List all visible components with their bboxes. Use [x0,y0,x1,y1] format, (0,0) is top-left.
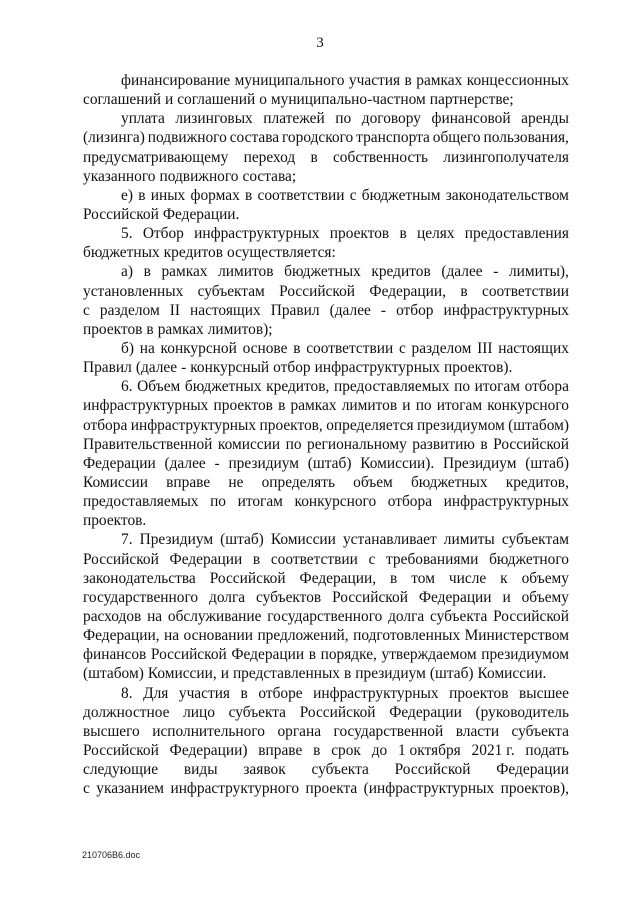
word: в [146,320,154,338]
word: заявок [243,761,286,779]
word: иных [150,186,186,204]
word: инфраструктурных [443,493,569,511]
footer-file-code: 210706B6.doc [82,850,141,860]
word: с [349,186,357,204]
word: 1 октября [398,741,461,759]
word: Для [143,684,169,702]
text-line [83,511,569,530]
word: - [380,301,387,319]
word: Федерации [496,761,569,779]
word: Российской [332,588,408,606]
word: Российской [394,761,471,779]
word: платежей [263,110,325,128]
word: Федерации. [162,205,240,223]
word: Президиум [139,531,214,549]
word: государственного [267,607,383,625]
word: комиссии [217,435,281,453]
word: Министерством [464,627,569,645]
word: объему [521,588,569,606]
word: Правительственной [83,435,213,453]
word: - [214,454,220,472]
word: настоящих [190,301,261,319]
word: субъектам [501,531,569,549]
word: переход [243,148,296,166]
text-line [83,301,569,320]
word: городского [282,129,354,147]
word: в [390,569,398,587]
word: в [344,665,352,683]
text-line [83,224,569,243]
word: отбора [524,378,569,396]
word: субъектов [256,588,322,606]
word: долга [388,607,425,625]
word: и [220,665,229,683]
word: е) [121,186,133,204]
word: инфраструктурных [83,397,209,415]
word: конкурсного [294,493,377,511]
word: собственность [332,148,429,166]
word: Федерации) [169,741,248,759]
word: устанавливает [342,531,437,549]
word: отборе [258,684,303,702]
word: числе [448,569,487,587]
word: кредитов, [505,473,569,491]
word: указанием [96,780,165,798]
word: отбор [396,301,434,319]
text-line [83,569,569,588]
word: проектов), [500,780,569,798]
word: (штабом) [508,416,569,434]
word: муниципального [234,72,345,89]
word: по [210,493,226,511]
word: 6. [121,378,133,396]
word: подвижного [159,167,239,185]
word: в [460,282,468,300]
text-line [83,109,569,128]
word: определяется [326,416,414,434]
word: государственной [333,722,444,740]
word: конкурсного [487,397,569,415]
text-line [83,722,569,741]
word: требованиями [386,550,479,568]
word: инфраструктурных [443,301,569,319]
word: итогам [237,493,283,511]
word: высшего [83,722,140,740]
word: основании [183,627,253,645]
word: инфраструктурных [130,416,257,434]
text-line [83,530,569,549]
word: в [245,186,253,204]
word: б) [121,339,134,357]
word: финансирование [121,72,231,89]
word: (далее [329,301,371,319]
word: с [398,339,406,357]
text-line [83,243,569,262]
word: Президиум [443,454,517,472]
word: с [368,550,376,568]
word: органа [277,722,322,740]
word: президиум [228,454,300,472]
text-line [83,128,569,147]
word: утверждаемом [381,646,477,664]
text-line [83,760,569,779]
word: соответствии [270,550,358,568]
word: Комиссии). [360,454,435,472]
word: 8. [121,684,133,702]
word: президиумом [481,646,569,664]
text-line [83,492,569,511]
word: финансовой [431,110,511,128]
document-body [83,71,569,798]
word: состава; [242,167,297,185]
word: Российской [279,282,356,300]
word: разделом [411,339,472,357]
word: Федерации, [369,282,446,300]
word: (далее [164,454,206,472]
word: состава [229,129,280,147]
word: субъекта [311,761,369,779]
word: развитию [412,435,475,453]
word: (штаб) [220,531,264,549]
word: в [138,186,146,204]
word: представленных [232,665,340,683]
word: Правил [270,301,320,319]
word: в [399,225,407,243]
word: бюджетных [284,263,361,281]
word: формах [190,186,240,204]
word: проекта [305,780,358,798]
word: бюджетных [184,378,262,396]
word: 7. [121,531,133,549]
word: рамках [416,72,463,89]
word: лимиты [443,531,495,549]
word: проектов). [443,359,513,377]
word: - [181,359,187,377]
word: III [477,339,493,357]
word: итогам [474,378,520,396]
word: указанного [83,167,156,185]
word: и [164,91,174,109]
word: не [228,473,244,491]
word: на [147,607,163,625]
word: осуществляется: [227,244,336,262]
word: отбора [83,416,128,434]
word: конкурсной [160,339,237,357]
word: концессионных [466,72,569,89]
word: настоящих [498,339,569,357]
text-line [83,167,569,186]
text-line [83,741,569,760]
text-line [83,664,569,683]
word: определять [261,473,335,491]
word: по [454,378,471,396]
word: по [415,397,432,415]
word: муниципально-частном [270,91,426,109]
word: Комиссии [270,531,336,549]
word: Российской [83,550,159,568]
text-line [83,454,569,473]
word: в [310,148,318,166]
word: (далее [135,359,178,377]
word: с [83,301,90,319]
word: и [502,588,511,606]
word: в [480,435,488,453]
word: подготовленных [353,627,461,645]
word: Комиссии, [147,665,217,683]
text-line [83,435,569,454]
text-line [83,186,569,205]
word: в [293,339,301,357]
word: Федерации, [299,569,377,587]
word: в [308,646,316,664]
word: проектов [213,397,273,415]
word: участия [178,684,231,702]
word: бюджетным [361,186,441,204]
word: кредитов, [266,378,330,396]
text-line [83,416,569,435]
word: рамках [290,397,337,415]
word: Федерации [231,646,305,664]
text-line [83,358,569,377]
word: объем [353,473,393,491]
word: лимиты), [508,263,569,281]
word: (руководитель [475,703,569,721]
text-line [83,90,569,109]
word: финансов [83,646,147,664]
word: в [313,741,321,759]
word: (штаб) [307,454,352,472]
word: (штаб) [525,454,569,472]
word: уплата [121,110,165,128]
word: долга [208,588,246,606]
word: Объем [137,378,181,396]
word: виды [183,761,218,779]
word: до [371,741,388,759]
word: кредитов [371,263,431,281]
word: Российской [493,607,569,625]
word: (штабом) [83,665,144,683]
word: Федерации [418,588,492,606]
word: Российской [150,646,227,664]
word: следующие [83,761,159,779]
word: с [83,780,90,798]
word: соответствии [306,339,394,357]
word: предложений, [257,627,349,645]
word: проектов, [259,416,323,434]
word: отбор [273,359,311,377]
page-number: 3 [316,35,324,51]
word: соответствии [481,282,569,300]
word: (лизинга) [83,129,145,147]
word: высшее [519,684,569,702]
word: объему [521,569,569,587]
word: предоставляемых [83,493,199,511]
word: участия [348,72,401,89]
word: на [139,339,155,357]
word: лицо [183,703,215,721]
text-line [83,588,569,607]
word: Правил [83,359,132,377]
word: в [143,263,151,281]
word: в [404,72,412,89]
word: итогам [436,397,483,415]
text-line [83,645,569,664]
text-line [83,71,569,90]
text-line [83,684,569,703]
text-line [83,262,569,281]
word: пользования, [483,129,569,147]
word: инфраструктурных [194,225,320,243]
word: о [259,91,267,109]
word: лимитов [218,263,274,281]
word: президиумом [417,416,505,434]
word: (далее [441,263,483,281]
word: Федерации [83,454,156,472]
word: в [252,550,261,568]
word: Российской [83,205,159,223]
word: бюджетного [489,550,569,568]
text-line [83,626,569,645]
word: Российской [83,741,159,759]
word: предоставляемых [333,378,450,396]
word: вправе [166,473,211,491]
word: Федерации [169,550,243,568]
word: том [411,569,435,587]
word: а) [121,263,133,281]
word: региональному [307,435,407,453]
word: порядке, [320,646,377,664]
word: предусматривающему [83,148,229,166]
text-line [83,473,569,492]
word: расходов [83,607,142,625]
word: проектов [329,225,390,243]
word: соглашений [83,91,161,109]
word: вправе [258,741,303,759]
word: проектов [449,684,509,702]
text-line [83,703,569,722]
word: проектов [83,320,143,338]
word: - [493,263,499,281]
word: срок [331,741,361,759]
word: разделом [99,301,160,319]
word: по [335,110,352,128]
word: подвижного [147,129,227,147]
word: целях [417,225,455,243]
word: государственного [83,588,199,606]
word: в [278,397,286,415]
word: отбора [387,493,433,511]
word: субъекта [429,607,488,625]
word: договору [361,110,421,128]
word: лизингополучателя [443,148,569,166]
word: на [164,627,180,645]
word: бюджетных [83,244,160,262]
word: обслуживание [167,607,262,625]
word: Комиссии [83,473,149,491]
word: II [169,301,180,319]
word: 2021 г. [471,741,515,759]
word: президиум [355,665,426,683]
word: соответствии [257,186,345,204]
word: транспорта [356,129,430,147]
text-line [83,282,569,301]
text-line [83,377,569,396]
word: и [402,397,411,415]
word: к [500,569,508,587]
word: бюджетных [410,473,488,491]
word: Комиссии. [477,665,547,683]
word: инфраструктурных [314,359,440,377]
word: субъектам [197,282,265,300]
word: законодательства [83,569,196,587]
word: инфраструктурного [170,780,300,798]
word: Российской [493,435,569,453]
text-line [83,205,569,224]
word: партнерстве; [429,91,514,109]
word: кредитов [163,244,223,262]
word: лимитов); [207,320,273,338]
text-line [83,339,569,358]
word: Федерации, [83,627,160,645]
word: основе [242,339,288,357]
word: соглашений [177,91,256,109]
word: Российской [209,569,286,587]
word: в [240,684,248,702]
word: Отбор [142,225,184,243]
word: конкурсный [190,359,270,377]
word: законодательством [445,186,569,204]
word: предоставления [464,225,569,243]
text-line [83,607,569,626]
text-line [83,320,569,339]
word: должностное [83,703,170,721]
word: подать [525,741,569,759]
text-line [83,550,569,569]
word: общего [432,129,481,147]
word: проектов. [83,512,147,530]
word: лимитов [341,397,398,415]
text-line [83,779,569,798]
word: аренды [521,110,569,128]
word: по [285,435,302,453]
text-line [83,148,569,167]
word: субъекта [511,722,569,740]
word: (штаб) [429,665,474,683]
word: рамках [161,263,208,281]
word: Российской [299,703,376,721]
word: исполнительного [152,722,265,740]
text-line [83,396,569,415]
word: лизинговых [175,110,253,128]
word: (инфраструктурных [363,780,495,798]
word: 5. [121,225,133,243]
word: инфраструктурных [313,684,439,702]
word: установленных [83,282,184,300]
word: субъекта [228,703,287,721]
word: власти [455,722,500,740]
word: Федерации [389,703,462,721]
word: рамках [157,320,204,338]
